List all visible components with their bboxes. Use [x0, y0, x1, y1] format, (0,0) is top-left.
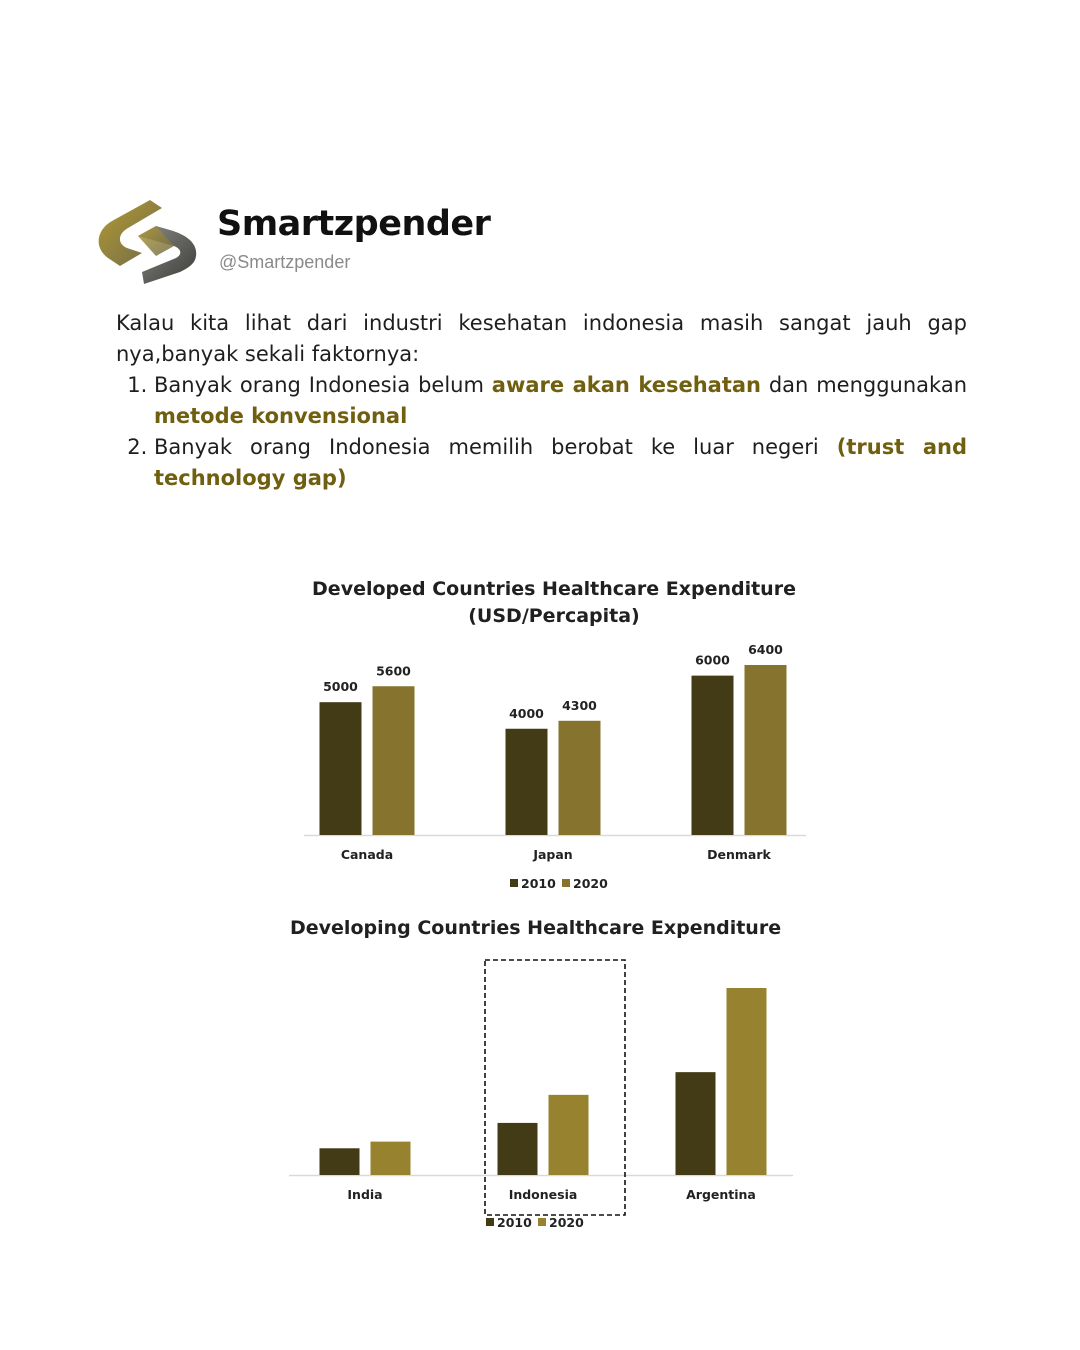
data-label: 6000	[695, 652, 730, 668]
data-label: 5600	[376, 663, 411, 679]
highlight-text: metode konvensional	[154, 404, 408, 428]
legend-swatch-2010	[486, 1218, 494, 1226]
intro-paragraph: Kalau kita lihat dari industri kesehatan indonesia masih sangat jauh gap nya,banyak sekali faktornya:	[116, 311, 967, 366]
category-label: Japan	[533, 847, 573, 862]
highlight-text: aware akan kesehatan	[491, 373, 762, 397]
category-label: India	[347, 1187, 383, 1202]
bar-japan-2020	[559, 721, 601, 835]
bar-indonesia-2010	[498, 1123, 538, 1175]
legend-swatch-2020	[562, 879, 570, 887]
legend-label: 2010	[497, 1215, 532, 1230]
chart-title-line: Developed Countries Healthcare Expenditure	[312, 578, 796, 600]
chart-title-line: Developing Countries Healthcare Expenditure	[290, 917, 782, 939]
list-item-text: dan menggunakan	[761, 373, 968, 397]
bar-indonesia-2020	[549, 1095, 589, 1175]
chart-title-line: (USD/Percapita)	[468, 605, 640, 627]
legend-swatch-2010	[510, 879, 518, 887]
category-label: Argentina	[686, 1187, 756, 1202]
bar-denmark-2010	[692, 676, 734, 835]
bar-canada-2010	[320, 702, 362, 835]
category-label: Canada	[340, 847, 394, 862]
brand-name: Smartzpender	[217, 204, 491, 244]
data-label: 6400	[748, 642, 783, 657]
category-label: Indonesia	[508, 1187, 578, 1202]
legend-label: 2010	[521, 876, 556, 891]
bar-india-2010	[320, 1148, 360, 1175]
highlight-text: (trust and technology gap)	[154, 435, 968, 490]
bar-argentina-2020	[727, 988, 767, 1175]
data-label: 5000	[323, 679, 358, 695]
highlight-box-indonesia	[485, 960, 625, 1215]
category-label: Denmark	[707, 847, 771, 862]
list-item-text: Banyak orang Indonesia belum	[154, 373, 492, 397]
legend-label: 2020	[549, 1215, 584, 1230]
brand-handle: @Smartzpender	[219, 252, 351, 272]
data-label: 4000	[509, 705, 544, 721]
data-label: 4300	[562, 697, 597, 713]
bar-india-2020	[371, 1142, 411, 1175]
bar-canada-2020	[373, 686, 415, 835]
bar-denmark-2020	[745, 665, 787, 835]
legend-swatch-2020	[538, 1218, 546, 1226]
legend-label: 2020	[573, 876, 608, 891]
bar-argentina-2010	[676, 1072, 716, 1175]
bar-japan-2010	[506, 729, 548, 835]
list-item-text: Banyak orang Indonesia memilih berobat ke luar negeri	[154, 435, 837, 459]
